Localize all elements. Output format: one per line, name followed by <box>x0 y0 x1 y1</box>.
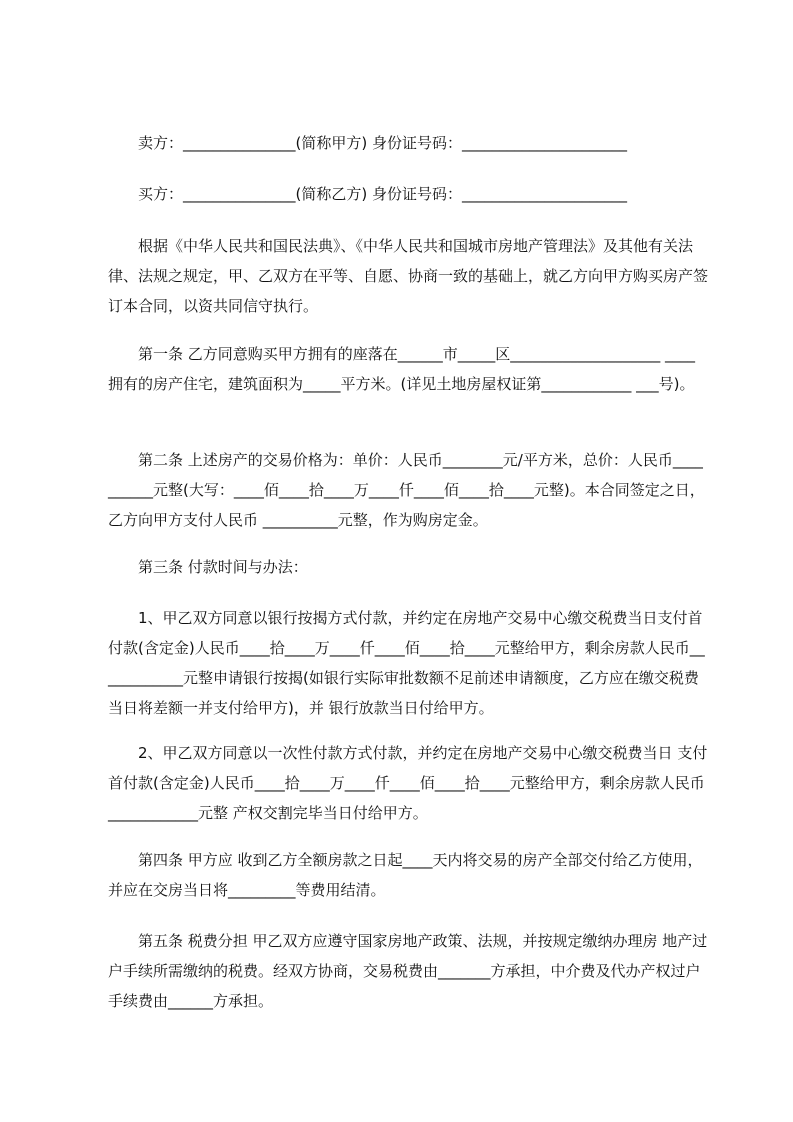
article-5: 第五条 税费分担 甲乙双方应遵守国家房地产政策、法规，并按规定缴纳办理房 地产过户手续所需缴纳的税费。经双方协商，交易税费由_______方承担，中介费及代办产权过户手续费由______方承担。 <box>108 932 708 1010</box>
article-3-heading: 第三条 付款时间与办法： <box>138 558 308 576</box>
article-3-item-1: 1、甲乙双方同意以银行按揭方式付款，并约定在房地产交易中心缴交税费当日支付首付款(含定金)人民币____拾____万____仟____佰____拾____元整给甲方，剩余房款人民币____________元整申请银行按揭(如银行实际审批数额不足前述申请额度，乙方应在缴交税费当日将差额一并支付给甲方)，并 银行放款当日付给甲方。 <box>108 609 705 717</box>
article-4: 第四条 甲方应 收到乙方全额房款之日起____天内将交易的房产全部交付给乙方使用，并应在交房当日将_________等费用结清。 <box>108 851 703 899</box>
article-1: 第一条 乙方同意购买甲方拥有的座落在______市_____区____________________ ____拥有的房产住宅，建筑面积为_____平方米。(详见土地房屋权证第____________ ___号)。 <box>108 345 696 393</box>
seller-line: 卖方：_______________(简称甲方) 身份证号码：______________________ <box>138 134 627 152</box>
intro-paragraph: 根据《中华人民共和国民法典》、《中华人民共和国城市房地产管理法》及其他有关法律、法规之规定，甲、乙双方在平等、自愿、协商一致的基础上，就乙方向甲方购买房产签订本合同，以资共同信守执行。 <box>108 237 709 315</box>
article-2: 第二条 上述房产的交易价格为：单价：人民币________元/平方米，总价：人民币__________元整(大写：____佰____拾____万____仟____佰____拾____元整)。本合同签定之日，乙方向甲方支付人民币 __________元整，作为购房定金。 <box>108 451 705 529</box>
buyer-line: 买方：_______________(简称乙方) 身份证号码：______________________ <box>138 185 627 203</box>
article-3-item-2: 2、甲乙双方同意以一次性付款方式付款，并约定在房地产交易中心缴交税费当日 支付首付款(含定金)人民币____拾____万____仟____佰____拾____元整给甲方，剩余房款人民币____________元整 产权交割完毕当日付给甲方。 <box>108 744 708 822</box>
